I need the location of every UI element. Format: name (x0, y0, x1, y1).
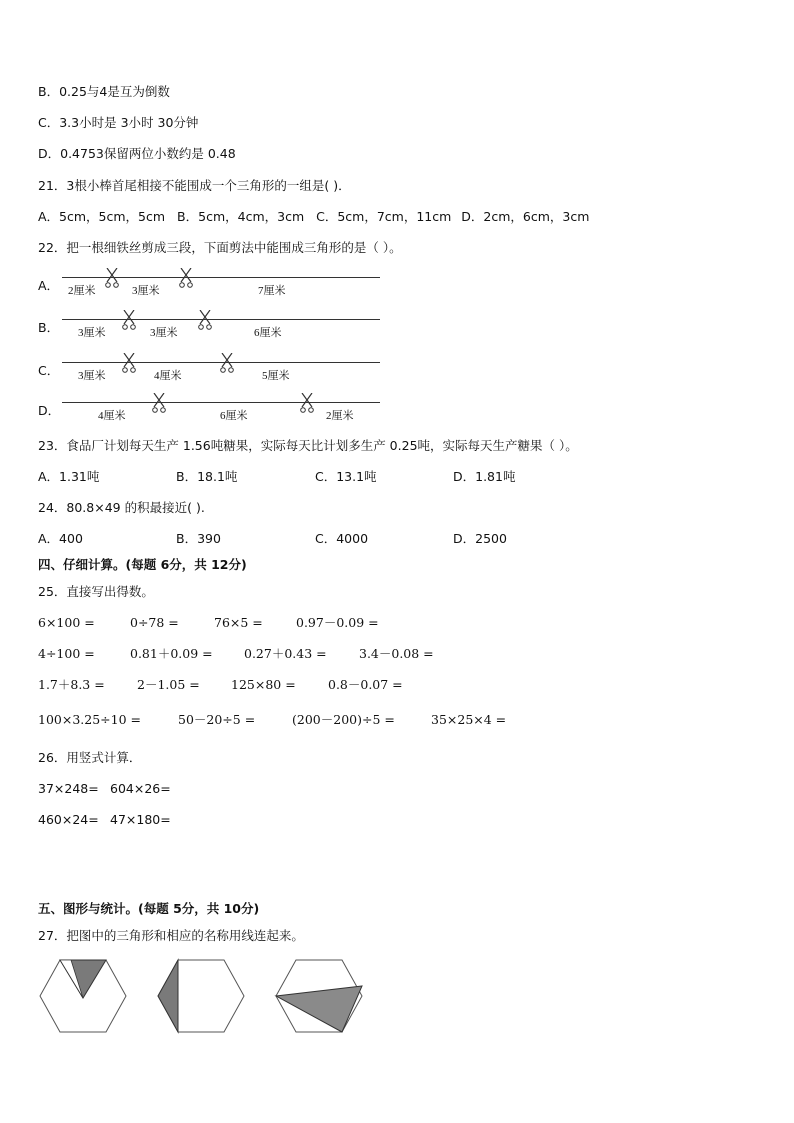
hexagon-figure-1 (38, 958, 128, 1038)
calc-item: 2－1.05 = (137, 677, 200, 692)
segment-label: 5厘米 (262, 370, 290, 382)
segment-label: 7厘米 (258, 285, 286, 297)
wire-line (62, 319, 380, 320)
q21-option-b: B．5cm，4cm，3cm (177, 209, 305, 224)
segment-label: 2厘米 (68, 285, 96, 297)
segment-label: 6厘米 (254, 327, 282, 339)
q21-options (38, 209, 589, 225)
segment-label: 3厘米 (78, 370, 106, 382)
q23-option-d: D．1.81吨 (453, 469, 516, 484)
scissors-icon (198, 310, 212, 330)
vertical-calc-item: 47×180= (110, 812, 171, 827)
q22-d-label: D． (38, 403, 61, 418)
calc-item: 35×25×4 = (431, 712, 507, 727)
scissors-icon (220, 353, 234, 373)
q23-option-c: C．13.1吨 (315, 469, 377, 484)
calc-item: 0.27＋0.43 = (244, 646, 327, 661)
q22-option-a (38, 276, 368, 304)
wire-line (62, 402, 380, 403)
q24-option-c: C．4000 (315, 531, 369, 546)
section-5-heading: 五、图形与统计。(每题 5分，共 10分) (38, 901, 260, 916)
scissors-icon (122, 353, 136, 373)
q24-stem: 24．80.8×49 的积最接近( ). (38, 500, 205, 515)
q25-row-1 (38, 615, 379, 631)
calc-item: 1.7＋8.3 = (38, 677, 105, 692)
scissors-icon (122, 310, 136, 330)
scissors-icon (152, 393, 166, 413)
q22-a-label: A． (38, 278, 60, 293)
q25-row-2 (38, 646, 434, 662)
q22-c-label: C． (38, 363, 60, 378)
calc-item: 6×100 = (38, 615, 95, 630)
vertical-calc-item: 604×26= (110, 781, 171, 796)
q20-option-b: B．0.25与4是互为倒数 (38, 84, 170, 99)
q22-option-c (38, 361, 368, 389)
q23-option-a: A．1.31吨 (38, 469, 100, 484)
calc-item: (200－200)÷5 = (292, 712, 395, 727)
calc-item: 50－20÷5 = (178, 712, 256, 727)
calc-item: 100×3.25÷10 = (38, 712, 141, 727)
q21-option-c: C．5cm，7cm，11cm (316, 209, 452, 224)
vertical-calc-item: 37×248= (38, 781, 99, 796)
q21-option-a: A．5cm，5cm，5cm (38, 209, 166, 224)
q27-stem: 27．把图中的三角形和相应的名称用线连起来。 (38, 928, 304, 943)
q22-option-b (38, 318, 368, 346)
segment-label: 3厘米 (132, 285, 160, 297)
q22-b-label: B． (38, 320, 60, 335)
q26-row-1 (38, 781, 171, 797)
q24-option-a: A．400 (38, 531, 83, 546)
q20-option-c: C．3.3小时是 3小时 30分钟 (38, 115, 199, 130)
segment-label: 3厘米 (150, 327, 178, 339)
calc-item: 0.81＋0.09 = (130, 646, 213, 661)
q25-row-3 (38, 677, 403, 693)
section-4-heading: 四、仔细计算。(每题 6分，共 12分) (38, 557, 247, 572)
q23-options (38, 469, 515, 485)
calc-item: 4÷100 = (38, 646, 95, 661)
q24-option-b: B．390 (176, 531, 221, 546)
q20-option-d: D．0.4753保留两位小数约是 0.48 (38, 146, 236, 161)
q22-option-d (38, 401, 368, 429)
q25-row-4 (38, 712, 506, 728)
segment-label: 3厘米 (78, 327, 106, 339)
q23-option-b: B．18.1吨 (176, 469, 238, 484)
calc-item: 0.97－0.09 = (296, 615, 379, 630)
calc-item: 3.4－0.08 = (359, 646, 434, 661)
scissors-icon (179, 268, 193, 288)
q24-options (38, 531, 507, 547)
segment-label: 6厘米 (220, 410, 248, 422)
vertical-calc-item: 460×24= (38, 812, 99, 827)
hexagon-figure-2 (156, 958, 246, 1038)
segment-label: 4厘米 (154, 370, 182, 382)
q23-stem: 23．食品厂计划每天生产 1.56吨糖果，实际每天比计划多生产 0.25吨，实际每天生产糖果（ ）。 (38, 438, 578, 453)
hexagon-figure-3 (274, 958, 364, 1038)
q24-option-d: D．2500 (453, 531, 507, 546)
q26-row-2 (38, 812, 171, 828)
calc-item: 76×5 = (214, 615, 263, 630)
q22-stem: 22．把一根细铁丝剪成三段，下面剪法中能围成三角形的是（ ）。 (38, 240, 402, 255)
calc-item: 0.8－0.07 = (328, 677, 403, 692)
q25-stem: 25．直接写出得数。 (38, 584, 154, 599)
segment-label: 4厘米 (98, 410, 126, 422)
scissors-icon (105, 268, 119, 288)
q21-stem: 21．3根小棒首尾相接不能围成一个三角形的一组是( )． (38, 178, 351, 193)
q26-stem: 26．用竖式计算． (38, 750, 142, 765)
scissors-icon (300, 393, 314, 413)
calc-item: 0÷78 = (130, 615, 179, 630)
q21-option-d: D．2cm，6cm，3cm (461, 209, 590, 224)
calc-item: 125×80 = (231, 677, 296, 692)
segment-label: 2厘米 (326, 410, 354, 422)
